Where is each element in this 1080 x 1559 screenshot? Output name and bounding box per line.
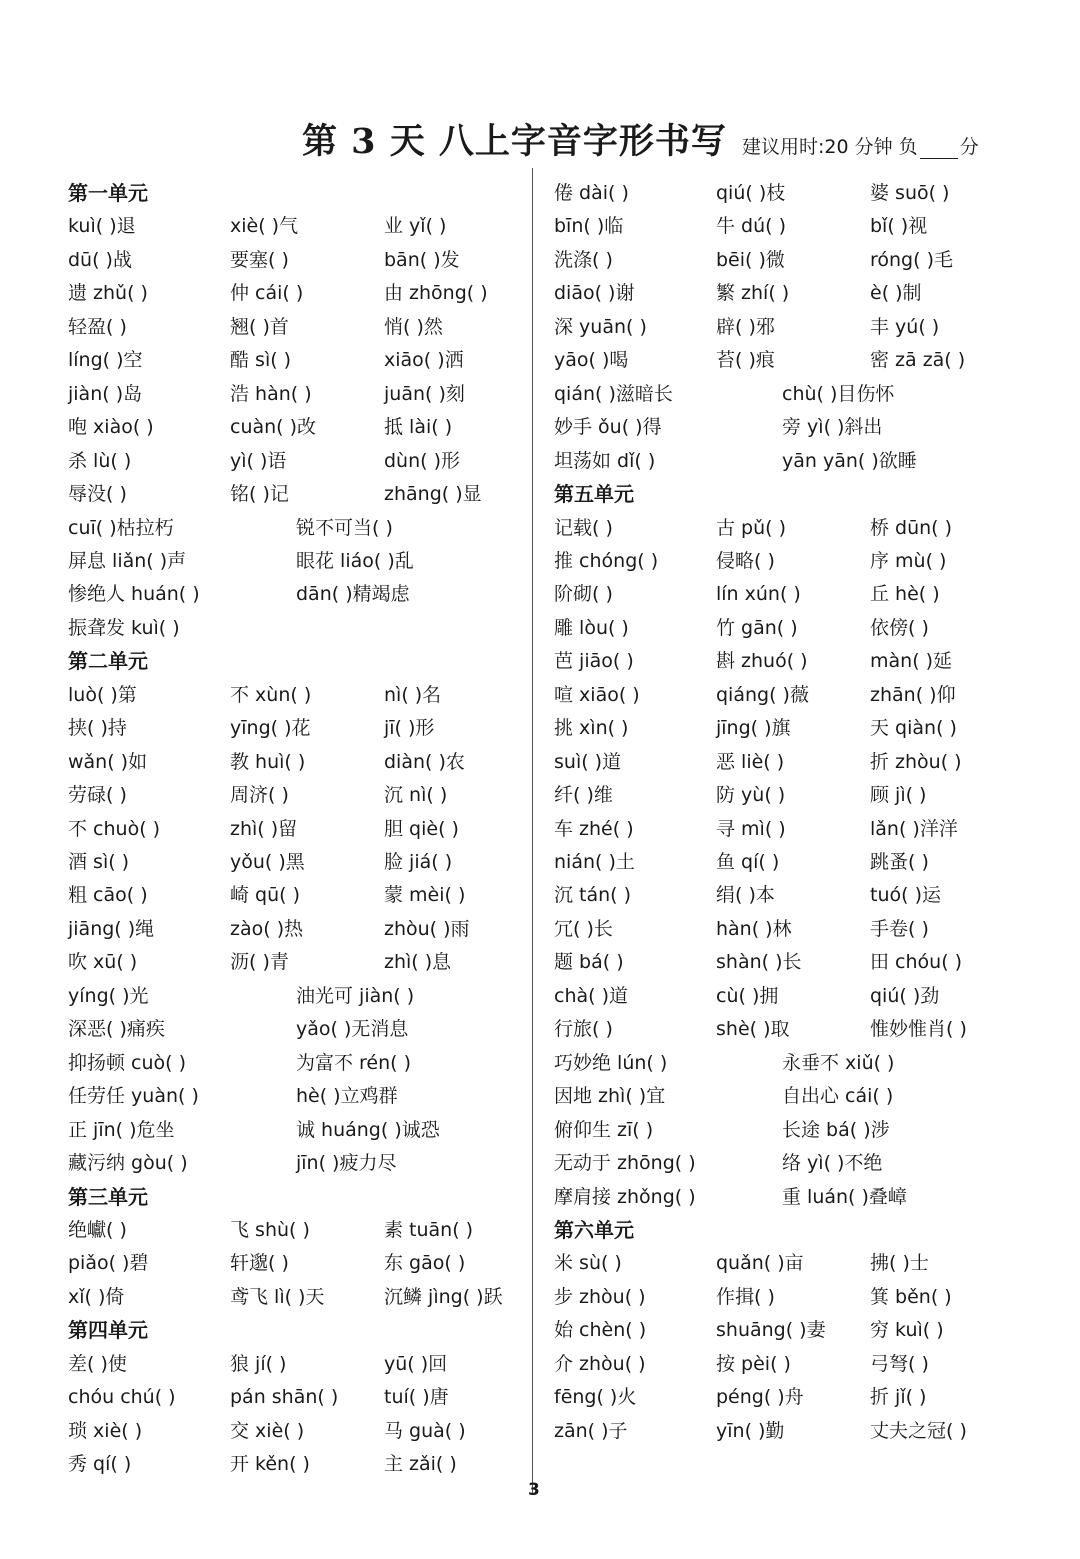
exercise-item[interactable]: 丈夫之冠( ) — [870, 1419, 967, 1442]
exercise-item[interactable]: bān( )发 — [384, 248, 460, 271]
exercise-item[interactable]: róng( )毛 — [870, 248, 953, 271]
exercise-item[interactable]: bēi( )微 — [716, 248, 785, 271]
exercise-item[interactable]: 吹 xū( ) — [68, 951, 138, 974]
exercise-item[interactable]: 按 pèi( ) — [716, 1352, 791, 1375]
exercise-item[interactable]: 天 qiàn( ) — [870, 717, 957, 740]
exercise-item[interactable]: bīn( )临 — [554, 215, 624, 238]
exercise-item[interactable]: hàn( )林 — [716, 917, 792, 940]
unit-heading: 第一单元 — [68, 181, 148, 205]
exercise-item[interactable]: 业 yǐ( ) — [384, 215, 447, 238]
exercise-item[interactable]: 辟( )邪 — [716, 315, 775, 338]
exercise-item[interactable]: 顾 jì( ) — [870, 784, 927, 807]
exercise-item[interactable]: cù( )拥 — [716, 984, 779, 1007]
exercise-item[interactable]: dū( )战 — [68, 248, 132, 271]
exercise-item[interactable]: 冗( )长 — [554, 917, 613, 940]
exercise-item[interactable]: 琐 xiè( ) — [68, 1419, 143, 1442]
exercise-item[interactable]: cuī( )枯拉朽 — [68, 516, 174, 539]
exercise-item[interactable]: 车 zhé( ) — [554, 817, 634, 840]
exercise-item[interactable]: 题 bá( ) — [554, 951, 624, 974]
exercise-item[interactable]: zhòu( )雨 — [384, 917, 470, 940]
exercise-item[interactable]: 摩肩接 zhǒng( ) — [554, 1185, 696, 1208]
exercise-item[interactable]: 自出心 cái( ) — [782, 1085, 894, 1108]
exercise-item[interactable]: 屏息 liǎn( )声 — [68, 549, 187, 572]
unit-heading: 第二单元 — [68, 649, 148, 674]
exercise-item[interactable]: bǐ( )视 — [870, 215, 928, 238]
exercise-item[interactable]: 阶砌( ) — [554, 583, 613, 606]
exercise-item[interactable]: 苔( )痕 — [716, 349, 775, 372]
exercise-item[interactable]: 浩 hàn( ) — [230, 382, 312, 405]
exercise-item[interactable]: qiú( )枝 — [716, 182, 786, 204]
exercise-item[interactable]: jīng( )旗 — [716, 717, 791, 740]
exercise-item[interactable]: 旁 yì( )斜出 — [782, 416, 883, 439]
exercise-item[interactable]: qiáng( )薇 — [716, 683, 809, 706]
exercise-item[interactable]: 悄( )然 — [384, 315, 443, 338]
exercise-item[interactable]: 繁 zhí( ) — [716, 282, 790, 305]
page-number: 3 — [528, 1480, 540, 1500]
exercise-item[interactable]: zān( )子 — [554, 1419, 628, 1442]
exercise-item[interactable]: 铭( )记 — [230, 483, 289, 506]
exercise-item[interactable]: líng( )空 — [68, 349, 143, 372]
exercise-item[interactable]: yāo( )喝 — [554, 349, 629, 372]
exercise-item[interactable]: jiàn( )岛 — [68, 382, 143, 405]
exercise-item[interactable]: zhì( )息 — [384, 951, 452, 974]
exercise-item[interactable]: 辱没( ) — [68, 483, 127, 506]
exercise-item[interactable]: 要塞( ) — [230, 248, 289, 271]
exercise-item[interactable]: tuí( )唐 — [384, 1386, 449, 1409]
exercise-item[interactable]: 粗 cāo( ) — [68, 884, 148, 907]
exercise-item[interactable]: dùn( )形 — [384, 449, 461, 472]
exercise-item[interactable]: 正 jīn( )危坐 — [68, 1118, 175, 1141]
exercise-item[interactable]: 酷 sì( ) — [230, 349, 292, 372]
exercise-item[interactable]: yíng( )光 — [68, 984, 149, 1007]
exercise-item[interactable]: 锐不可当( ) — [296, 516, 393, 539]
exercise-item[interactable]: 竹 gān( ) — [716, 616, 798, 639]
exercise-item[interactable]: 不 chuò( ) — [68, 817, 161, 840]
exercise-item[interactable]: diàn( )农 — [384, 750, 465, 773]
exercise-item[interactable]: 雕 lòu( ) — [554, 616, 629, 639]
exercise-item[interactable]: yān yān( )欲睡 — [782, 449, 917, 472]
exercise-item[interactable]: kuì( )退 — [68, 215, 136, 238]
exercise-item[interactable]: chóu chú( ) — [68, 1386, 176, 1409]
exercise-item[interactable]: 丘 hè( ) — [870, 583, 940, 606]
exercise-item[interactable]: 斟 zhuó( ) — [716, 650, 808, 673]
exercise-item[interactable]: 巧妙绝 lún( ) — [554, 1051, 668, 1074]
exercise-item[interactable]: 深 yuān( ) — [554, 315, 647, 338]
exercise-item[interactable]: hè( )立鸡群 — [296, 1085, 398, 1108]
exercise-item[interactable]: 藏污纳 gòu( ) — [68, 1152, 188, 1175]
exercise-item[interactable]: 交 xiè( ) — [230, 1419, 305, 1442]
unit-heading: 第三单元 — [68, 1184, 148, 1209]
exercise-item[interactable]: xiè( )气 — [230, 215, 299, 238]
exercise-item[interactable]: 崎 qū( ) — [230, 884, 301, 907]
exercise-item[interactable]: 秀 qí( ) — [68, 1453, 132, 1476]
exercise-item[interactable]: yì( )语 — [230, 449, 287, 472]
exercise-item[interactable]: 因地 zhì( )宜 — [554, 1085, 666, 1108]
exercise-item[interactable]: 咆 xiào( ) — [68, 416, 154, 439]
exercise-item[interactable]: 侵略( ) — [716, 549, 775, 572]
exercise-item[interactable]: 绝巘( ) — [68, 1218, 127, 1241]
exercise-item[interactable]: 鸢飞 lì( )天 — [230, 1285, 325, 1308]
exercise-item[interactable]: 寻 mì( ) — [716, 817, 786, 840]
exercise-item[interactable]: cuàn( )改 — [230, 416, 317, 439]
exercise-item[interactable]: 牛 dú( ) — [716, 215, 787, 238]
exercise-item[interactable]: quǎn( )亩 — [716, 1252, 804, 1275]
page-title: 第 3 天 八上字音字形书写 — [302, 121, 727, 162]
exercise-item[interactable]: 挑 xìn( ) — [554, 717, 629, 740]
exercise-item[interactable]: 恶 liè( ) — [716, 750, 785, 773]
exercise-item[interactable]: 为富不 rén( ) — [296, 1051, 412, 1074]
exercise-item[interactable]: 眼花 liáo( )乱 — [296, 549, 414, 572]
exercise-item[interactable]: 周济( ) — [230, 784, 289, 807]
exercise-item[interactable]: 脸 jiá( ) — [384, 851, 453, 873]
exercise-item[interactable]: lín xún( ) — [716, 583, 801, 606]
exercise-item[interactable]: 主 zǎi( ) — [384, 1453, 457, 1476]
score-unit: 分 — [959, 136, 979, 158]
exercise-item[interactable]: 教 huì( ) — [230, 750, 306, 773]
exercise-item[interactable]: 由 zhōng( ) — [384, 282, 488, 305]
exercise-item[interactable]: 惟妙惟肖( ) — [870, 1018, 967, 1041]
unit-heading: 第五单元 — [554, 482, 634, 507]
exercise-item[interactable]: 抵 lài( ) — [384, 416, 453, 439]
exercise-item[interactable]: 络 yì( )不绝 — [782, 1152, 883, 1175]
exercise-item[interactable]: jīn( )疲力尽 — [296, 1152, 397, 1175]
exercise-item[interactable]: yīn( )勤 — [716, 1419, 785, 1442]
exercise-item[interactable]: 穷 kuì( ) — [870, 1319, 944, 1342]
exercise-item[interactable]: 行旅( ) — [554, 1018, 613, 1041]
exercise-item[interactable]: fēng( )火 — [554, 1386, 637, 1409]
exercise-item[interactable]: 古 pǔ( ) — [716, 516, 787, 539]
exercise-item[interactable]: 手卷( ) — [870, 917, 929, 940]
exercise-item[interactable]: 诚 huáng( )诚恐 — [296, 1118, 440, 1141]
exercise-item[interactable]: qián( )滋暗长 — [554, 382, 673, 405]
exercise-item[interactable]: 狼 jí( ) — [230, 1352, 287, 1375]
exercise-item[interactable]: 深恶( )痛疾 — [68, 1018, 165, 1041]
exercise-item[interactable]: 沉 tán( ) — [554, 884, 632, 907]
exercise-item[interactable]: 轻盈( ) — [68, 315, 127, 338]
exercise-item[interactable]: 开 kěn( ) — [230, 1453, 310, 1476]
exercise-item[interactable]: lǎn( )洋洋 — [870, 817, 958, 840]
exercise-item[interactable]: 记载( ) — [554, 516, 613, 539]
exercise-item[interactable]: 任劳任 yuàn( ) — [68, 1085, 199, 1108]
exercise-item[interactable]: 妙手 ǒu( )得 — [554, 416, 662, 439]
exercise-item[interactable]: 素 tuān( ) — [384, 1218, 474, 1241]
exercise-item[interactable]: yǒu( )黑 — [230, 851, 305, 873]
exercise-item[interactable]: 振聋发 kuì( ) — [68, 616, 180, 639]
column-divider — [532, 168, 533, 1493]
exercise-item[interactable]: zhān( )仰 — [870, 683, 956, 706]
exercise-item[interactable]: chù( )目伤怀 — [782, 382, 895, 405]
exercise-item[interactable]: yīng( )花 — [230, 717, 311, 740]
exercise-item[interactable]: 序 mù( ) — [870, 549, 947, 572]
exercise-item[interactable]: luò( )第 — [68, 683, 137, 706]
exercise-item[interactable]: chà( )道 — [554, 984, 628, 1007]
exercise-item[interactable]: 沉鳞 jìng( )跃 — [384, 1285, 503, 1308]
exercise-item[interactable]: zhì( )留 — [230, 817, 298, 840]
exercise-item[interactable]: yǎo( )无消息 — [296, 1018, 409, 1041]
exercise-item[interactable]: jiāng( )绳 — [68, 917, 155, 940]
exercise-item[interactable]: jī( )形 — [384, 717, 435, 740]
exercise-item[interactable]: shuāng( )妻 — [716, 1319, 826, 1342]
exercise-item[interactable]: 密 zā zā( ) — [870, 349, 966, 372]
exercise-item[interactable]: 跳蚤( ) — [870, 851, 929, 873]
exercise-item[interactable]: 马 guà( ) — [384, 1419, 466, 1442]
exercise-item[interactable]: 田 chóu( ) — [870, 951, 963, 974]
exercise-item[interactable]: 不 xùn( ) — [230, 683, 312, 706]
exercise-item[interactable]: 飞 shù( ) — [230, 1218, 310, 1241]
exercise-item[interactable]: 差( )使 — [68, 1352, 127, 1375]
exercise-item[interactable]: 洗涤( ) — [554, 248, 613, 271]
exercise-item[interactable]: shàn( )长 — [716, 951, 802, 974]
exercise-item[interactable]: 米 sù( ) — [554, 1252, 622, 1275]
exercise-item[interactable]: 绢( )本 — [716, 884, 775, 907]
exercise-item[interactable]: juān( )刻 — [384, 382, 465, 405]
exercise-item[interactable]: 永垂不 xiǔ( ) — [782, 1051, 895, 1074]
exercise-item[interactable]: 鱼 qí( ) — [716, 851, 780, 873]
exercise-item[interactable]: nián( )土 — [554, 851, 635, 873]
page-header — [302, 114, 979, 164]
exercise-item[interactable]: qiú( )劲 — [870, 984, 940, 1007]
exercise-item[interactable]: 拂( )士 — [870, 1252, 929, 1275]
exercise-item[interactable]: diāo( )谢 — [554, 282, 635, 305]
exercise-item[interactable]: 弓弩( ) — [870, 1352, 929, 1375]
exercise-item[interactable]: 惨绝人 huán( ) — [68, 583, 200, 606]
exercise-item[interactable]: 无动于 zhōng( ) — [554, 1152, 696, 1175]
exercise-item[interactable]: 倦 dài( ) — [554, 182, 629, 204]
exercise-item[interactable]: 酒 sì( ) — [68, 851, 130, 873]
exercise-item[interactable]: 长途 bá( )涉 — [782, 1118, 890, 1141]
exercise-item[interactable]: 介 zhòu( ) — [554, 1352, 646, 1375]
exercise-item[interactable]: 沉 nì( ) — [384, 784, 448, 807]
exercise-item[interactable]: 依傍( ) — [870, 616, 929, 639]
exercise-item[interactable]: 东 gāo( ) — [384, 1252, 466, 1275]
exercise-item[interactable]: 芭 jiāo( ) — [554, 650, 634, 673]
exercise-item[interactable]: 始 chèn( ) — [554, 1319, 647, 1342]
exercise-item[interactable]: 杀 lù( ) — [68, 449, 132, 472]
exercise-item[interactable]: 仲 cái( ) — [230, 282, 304, 305]
exercise-item[interactable]: 坦荡如 dǐ( ) — [554, 449, 656, 472]
exercise-item[interactable]: pán shān( ) — [230, 1386, 339, 1409]
exercise-item[interactable]: 桥 dūn( ) — [870, 516, 953, 539]
exercise-item[interactable]: dān( )精竭虑 — [296, 583, 410, 606]
exercise-item[interactable]: 遗 zhǔ( ) — [68, 282, 148, 305]
exercise-item[interactable]: 油光可 jiàn( ) — [296, 984, 415, 1007]
exercise-item[interactable]: 抑扬顿 cuò( ) — [68, 1051, 187, 1074]
exercise-item[interactable]: xiāo( )洒 — [384, 349, 464, 372]
exercise-item[interactable]: 喧 xiāo( ) — [554, 683, 640, 706]
exercise-item[interactable]: shè( )取 — [716, 1018, 790, 1041]
exercise-item[interactable]: 沥( )青 — [230, 951, 289, 974]
exercise-item[interactable]: 步 zhòu( ) — [554, 1285, 646, 1308]
exercise-item[interactable]: 防 yù( ) — [716, 784, 786, 807]
exercise-item[interactable]: wǎn( )如 — [68, 750, 148, 773]
exercise-item[interactable]: 胆 qiè( ) — [384, 817, 459, 840]
exercise-item[interactable]: è( )制 — [870, 282, 922, 305]
exercise-item[interactable]: 折 jǐ( ) — [870, 1386, 927, 1409]
suggested-time-text: 建议用时:20 分钟 负 — [742, 136, 918, 158]
exercise-item[interactable]: 箕 běn( ) — [870, 1285, 952, 1308]
exercise-item[interactable]: zhāng( )显 — [384, 483, 482, 506]
exercise-item[interactable]: 轩邈( ) — [230, 1252, 289, 1275]
exercise-item[interactable]: 推 chóng( ) — [554, 549, 659, 572]
exercise-item[interactable]: màn( )延 — [870, 650, 953, 673]
score-blank[interactable] — [920, 136, 958, 159]
exercise-item[interactable]: 重 luán( )叠嶂 — [782, 1185, 907, 1208]
exercise-item[interactable]: xǐ( )倚 — [68, 1285, 125, 1308]
exercise-item[interactable]: 劳碌( ) — [68, 784, 127, 807]
exercise-item[interactable]: nì( )名 — [384, 683, 442, 706]
exercise-item[interactable]: yū( )回 — [384, 1352, 448, 1375]
exercise-item[interactable]: 折 zhòu( ) — [870, 750, 962, 773]
exercise-item[interactable]: 作揖( ) — [716, 1285, 775, 1308]
exercise-item[interactable]: 翘( )首 — [230, 315, 289, 338]
unit-heading: 第六单元 — [554, 1217, 634, 1242]
exercise-item[interactable]: 丰 yú( ) — [870, 315, 940, 338]
exercise-item[interactable]: 纤( )维 — [554, 784, 613, 807]
exercise-item[interactable]: 蒙 mèi( ) — [384, 884, 466, 907]
suggested-time — [742, 136, 979, 158]
exercise-item[interactable]: suì( )道 — [554, 750, 622, 773]
exercise-item[interactable]: piǎo( )碧 — [68, 1252, 149, 1275]
exercise-item[interactable]: tuó( )运 — [870, 884, 941, 907]
exercise-item[interactable]: 俯仰生 zī( ) — [554, 1118, 654, 1141]
exercise-item[interactable]: 挟( )持 — [68, 717, 127, 740]
exercise-item[interactable]: zào( )热 — [230, 917, 304, 940]
unit-heading: 第四单元 — [68, 1318, 148, 1343]
exercise-item[interactable]: 婆 suō( ) — [870, 182, 950, 204]
exercise-item[interactable]: péng( )舟 — [716, 1386, 804, 1409]
